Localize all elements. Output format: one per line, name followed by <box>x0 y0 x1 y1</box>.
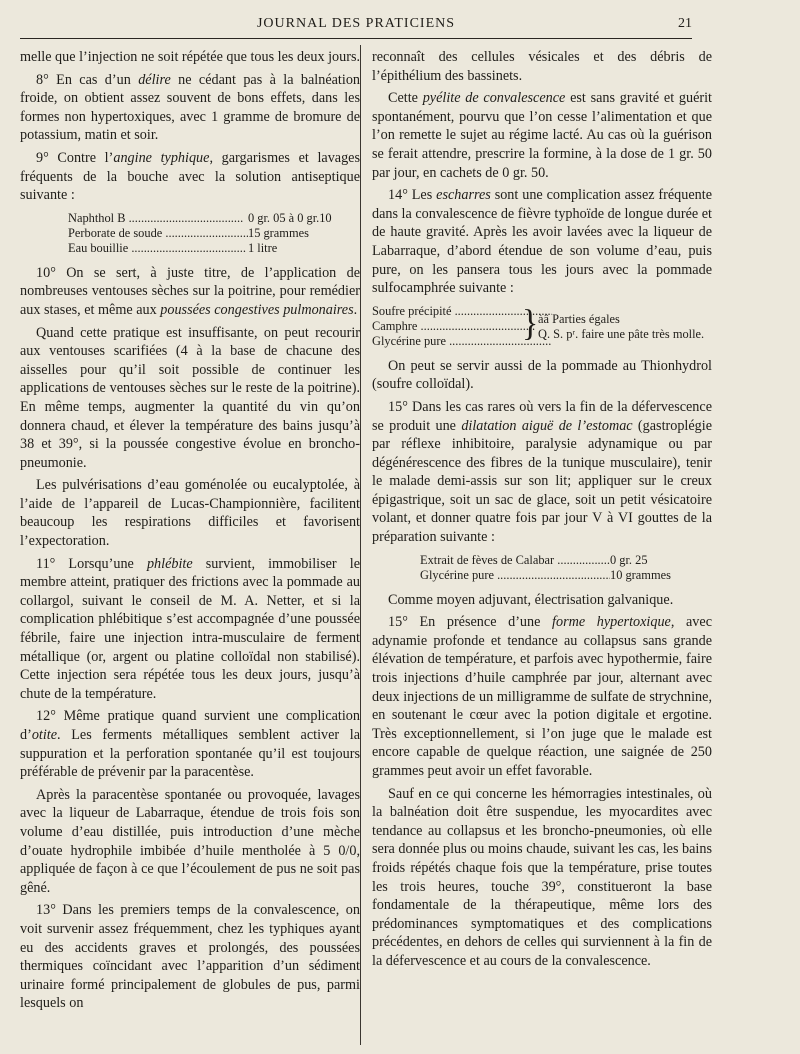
left-column <box>20 48 360 1017</box>
paragraph-11: 11° Lorsqu’une phlébite survient, immobiliser le membre atteint, pratiquer des frictions avec la pommade au collargol, suivant le conseil de M. A. Netter, et si la complication phlébitique s’est accompagnée d’une poussée fébrile, faire une injection intra-musculaire de ferment métallique (or, argent ou platine colloïdal non stabilisé). Cette injection sera répétée tous les deux jours, jusqu’à chute de la température. <box>20 555 360 702</box>
paragraph: Comme moyen adjuvant, électrisation galvanique. <box>388 591 674 608</box>
paragraph-9: 9° Contre l’angine typhique, gargarismes et lavages fréquents de la bouche avec la solution antiseptique suivante : <box>20 149 360 204</box>
formula-row: Naphthol B ..... 0 gr. 05 à 0 gr.10 <box>68 211 360 226</box>
formula-ingredients: Soufre précipité ..... Camphre ..... Glycérine pure ..... <box>372 304 522 349</box>
paragraph-15b: 15° En présence d’une forme hypertoxique, avec adynamie profonde et tendance au collapsus sans grande élévation de température, et parfois avec hypothermie, faire trois injections d’huile camphrée par jour, alternant avec deux injections de un milligramme de sulfate de strychnine, en soutenant le cœur avec la potion digitale et ergotine. Très exceptionnellement, si l’on juge que le malade est encore capable de quelque réaction, une saignée de 250 grammes peut avoir un effet favorable. <box>372 614 712 779</box>
paragraph: Les pulvérisations d’eau goménolée ou eucalyptolée, à l’aide de l’appareil de Lucas-Championnière, facilitent beaucoup les respirations difficiles et favorisent l’expectoration. <box>20 477 360 550</box>
paragraph-14: 14° Les escharres sont une complication assez fréquente dans la convalescence de fièvre typhoïde de longue durée et de haute gravité. Après les avoir lavées avec la liqueur de Labarraque, d’abord étendue de son volume d’eau, puis pure, on les pansera tous les jours avec la pommade sulfocamphrée suivante : <box>372 187 712 297</box>
formula-instructions: àâ Parties égales Q. S. pʳ. faire une pâte très molle. <box>538 311 705 341</box>
formula-row: Extrait de fèves de Calabar ..... 0 gr. 25 <box>420 553 712 568</box>
page-header <box>20 12 692 39</box>
paragraph-8: 8° En cas d’un délire ne cédant pas à la balnéation froide, on obtient assez souvent de bons effets, dans les formes non hypertoxiques, avec 1 gramme de bromure de potassium, matin et soir. <box>20 71 361 144</box>
paragraph: reconnaît des cellules vésicales et des débris de l’épithélium des bassinets. <box>372 49 712 84</box>
paragraph: Après la paracentèse spontanée ou provoquée, lavages avec la liqueur de Labarraque, étendue de trois fois son volume d’eau distillée, puis introduction d’une mèche d’ouate hydrophile imbibée d’huile mentholée à 5 0/0, appliquée de façon à ce que l’écoulement de pus ne soit pas gêné. <box>20 786 360 896</box>
paragraph: Quand cette pratique est insuffisante, on peut recourir aux ventouses scarifiées (4 à la base de chacune des aisselles pour qu’il soit possible de continuer les applications de ventouses sèches sur le reste de la poitrine). En même temps, augmenter la quantité du vin qu’on donnera chaud, et élever la température des bains jusqu’à 38 et 39°, si la poussée congestive évolue en broncho-pneumonie. <box>20 324 360 471</box>
formula-antiseptic <box>68 211 360 256</box>
formula-row: Eau bouillie ..... 1 litre <box>68 241 360 256</box>
paragraph-pyelite: Cette pyélite de convalescence est sans gravité et guérit spontanément, pourvu que l’on cesse l’alimentation et que l’on remette le sujet au régime lacté. Au cas où la guérison se ferait attendre, prescrire la formine, à la dose de 1 gr. 50 par jour, en cachets de 0 gr. 50. <box>372 90 712 181</box>
formula-calabar <box>420 553 712 583</box>
page-number: 21 <box>678 16 692 31</box>
paragraph-15: 15° Dans les cas rares où vers la fin de la défervescence se produit une dilatation aiguë de l’estomac (gastroplégie par réflexe inhibitoire, paralysie adynamique ou par dégénérescence des fibres de la tunique musculaire), tenir le malade demi-assis sur son lit; appliquer sur le creux épigastrique, soit un sac de glace, soit un petit vésicatoire volant, et donner quatre fois par jour V à VI gouttes de la préparation suivante : <box>372 398 712 546</box>
paragraph: melle que l’injection ne soit répétée que tous les deux jours. <box>20 49 361 65</box>
column-divider <box>360 45 361 1045</box>
paragraph: Sauf en ce qui concerne les hémorragies intestinales, où la balnéation doit être suspendue, les myocardites avec tendance au collapsus et les broncho-pneumonies, où elle sera donnée plus ou moins chaude, suivant les cas, les bains froids répétés chaque fois que la température, prise toutes les trois heures, touche 39°, constitueront la base fondamentale de la thérapeutique, même lors des prédominances symptomatiques et des complications précédentes, en dehors de celles qui surviennent à la fin de la défervescence et au cours de la convalescence. <box>372 785 712 969</box>
running-title: JOURNAL DES PRATICIENS <box>256 16 456 31</box>
formula-pommade <box>372 304 712 349</box>
paragraph-13: 13° Dans les premiers temps de la convalescence, on voit survenir assez fréquemment, chez les typhiques ayant eu des accidents graves et prolongés, des poussées thermiques coïncidant avec l’apparition d’un sédiment urinaire formé principalement de globules de pus, parmi lesquels on <box>20 902 360 1012</box>
formula-row: Perborate de soude ..... 15 grammes <box>68 226 360 241</box>
paragraph: On peut se servir aussi de la pommade au Thionhydrol (soufre colloïdal). <box>372 357 712 393</box>
brace-icon: } <box>522 302 539 344</box>
right-column <box>372 48 712 975</box>
paragraph-12: 12° Même pratique quand survient une complication d’otite. Les ferments métalliques semblent activer la suppuration et la perforation spontanée qu’il est toujours préférable de prévenir par la paracentèse. <box>20 708 360 781</box>
formula-row: Glycérine pure ..... 10 grammes <box>420 568 712 583</box>
paragraph-10: 10° On se sert, à juste titre, de l’application de nombreuses ventouses sèches sur la poitrine, pour remédier aux stases, et même aux poussées congestives pulmonaires. <box>20 264 360 318</box>
